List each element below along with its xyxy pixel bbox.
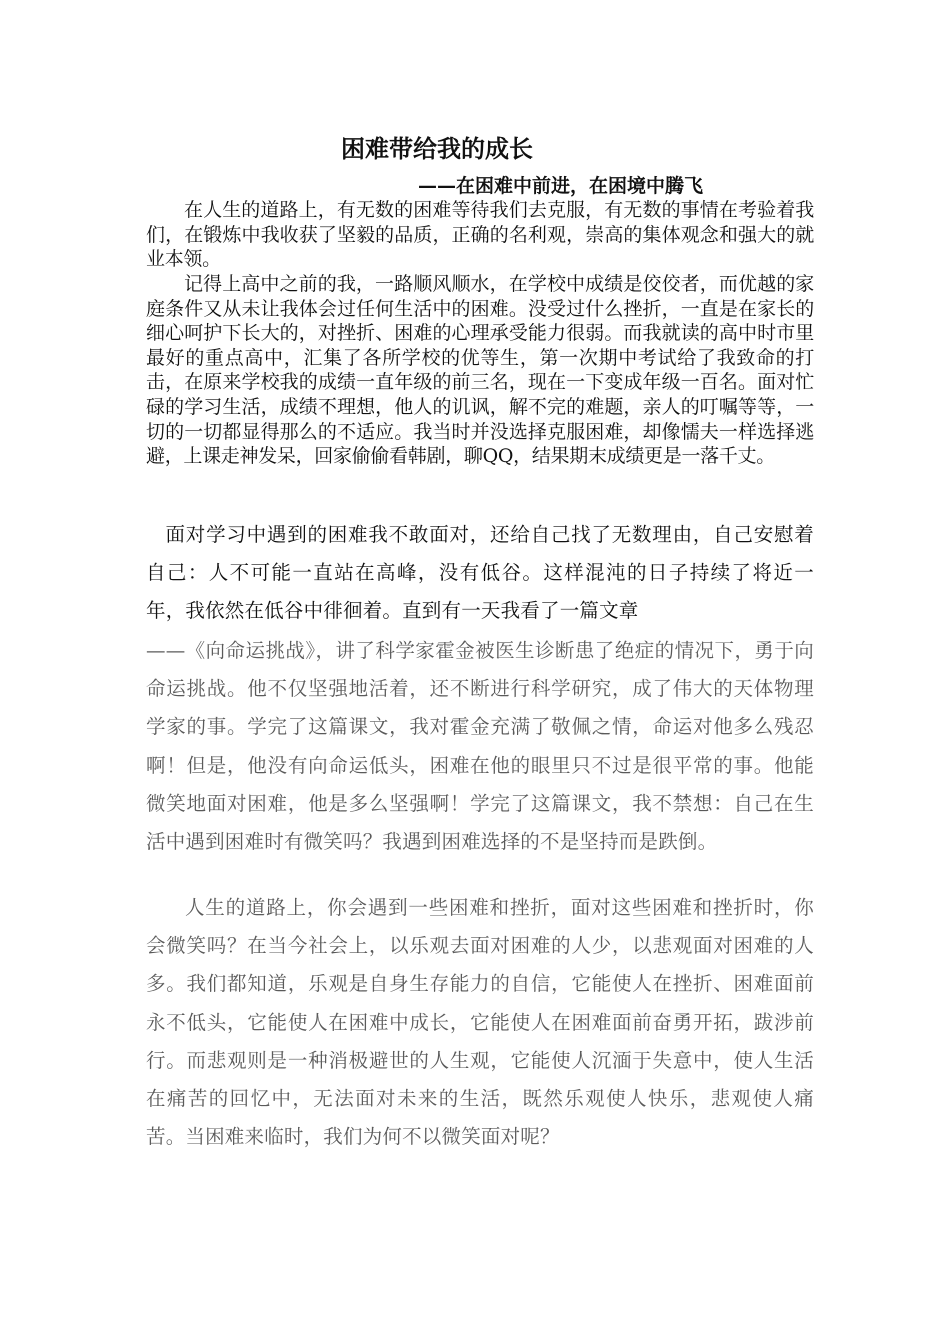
document-title: 困难带给我的成长 <box>341 134 533 163</box>
paragraph-4: ——《向命运挑战》，讲了科学家霍金被医生诊断患了绝症的情况下，勇于向命运挑战。他不仅坚强地活着，还不断进行科学研究，成了伟大的天体物理学家的事。学完了这篇课文，我对霍金充满了敬佩之情，命运对他多么残忍啊！但是，他没有向命运低头，困难在他的眼里只不过是很平常的事。他能微笑地面对困难，他是多么坚强啊！学完了这篇课文，我不禁想：自己在生活中遇到困难时有微笑吗？我遇到困难选择的不是坚持而是跌倒。 <box>146 639 814 854</box>
paragraph-2: 记得上高中之前的我，一路顺风顺水，在学校中成绩是佼佼者，而优越的家庭条件又从未让我体会过任何生活中的困难。没受过什么挫折，一直是在家长的细心呵护下长大的，对挫折、困难的心理承受能力很弱。而我就读的高中时市里最好的重点高中，汇集了各所学校的优等生，第一次期中考试给了我致命的打击，在原来学校我的成绩一直年级的前三名，现在一下变成年级一百名。面对忙碌的学习生活，成绩不理想，他人的讥讽，解不完的难题，亲人的叮嘱等等，一切的一切都显得那么的不适应。我当时并没选择克服困难，却像懦夫一样选择逃避，上课走神发呆，回家偷偷看韩剧，聊QQ，结果期末成绩更是一落千丈。 <box>146 273 814 468</box>
paragraph-5: 人生的道路上，你会遇到一些困难和挫折，面对这些困难和挫折时，你会微笑吗？在当今社会上，以乐观去面对困难的人少，以悲观面对困难的人多。我们都知道，乐观是自身生存能力的自信，它能使人在挫折、困难面前永不低头，它能使人在困难中成长，它能使人在困难面前奋勇开拓，跋涉前行。而悲观则是一种消极避世的人生观，它能使人沉湎于失意中，使人生活在痛苦的回忆中，无法面对未来的生活，既然乐观使人快乐，悲观使人痛苦。当困难来临时，我们为何不以微笑面对呢？ <box>146 896 814 1149</box>
document-subtitle: ——在困难中前进，在困境中腾飞 <box>418 175 704 197</box>
paragraph-3: 面对学习中遇到的困难我不敢面对，还给自己找了无数理由，自己安慰着自己：人不可能一直站在高峰，没有低谷。这样混沌的日子持续了将近一年，我依然在低谷中徘徊着。直到有一天我看了一篇文章 <box>146 523 814 623</box>
paragraph-1: 在人生的道路上，有无数的困难等待我们去克服，有无数的事情在考验着我们，在锻炼中我收获了坚毅的品质，正确的名利观，崇高的集体观念和强大的就业本领。 <box>146 199 814 271</box>
